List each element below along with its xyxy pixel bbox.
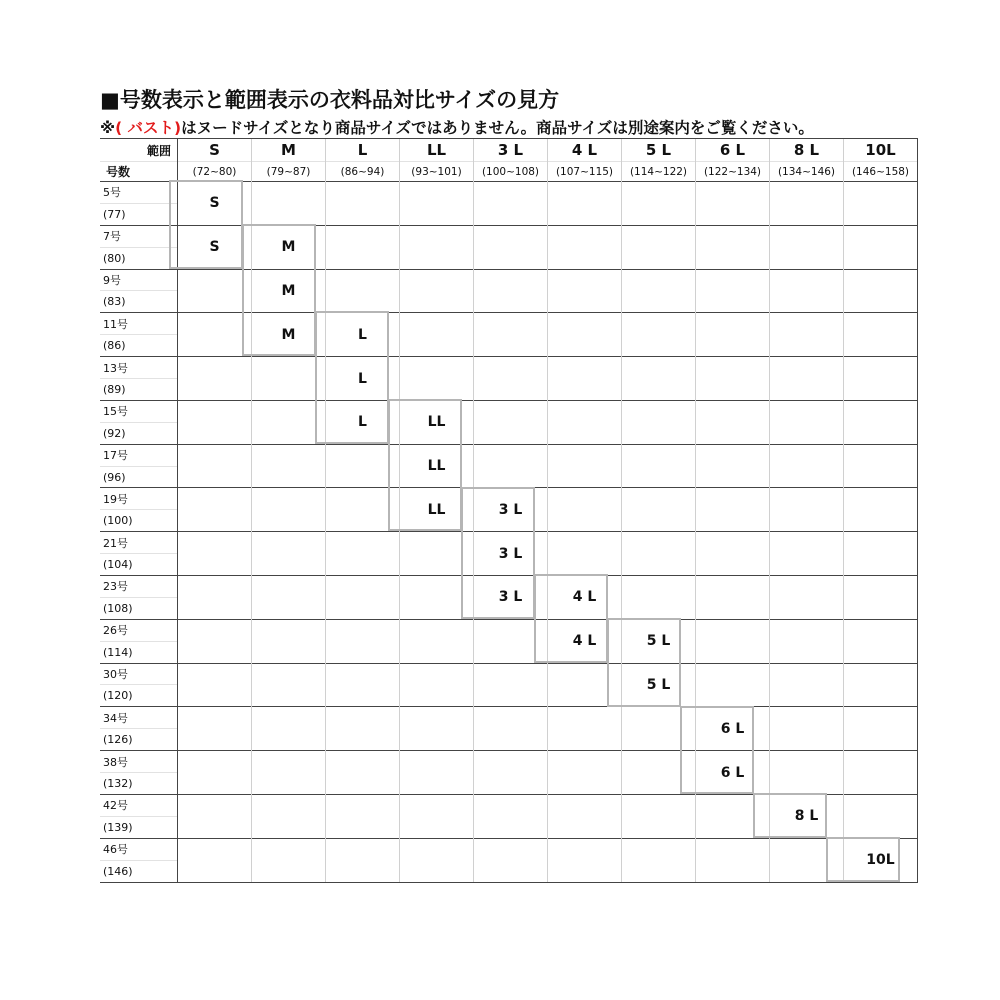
empty-cell — [844, 400, 918, 444]
empty-cell — [548, 532, 622, 576]
column-size-label: L — [326, 139, 400, 162]
empty-cell — [252, 707, 326, 751]
empty-cell — [622, 488, 696, 532]
empty-cell — [252, 400, 326, 444]
size-cell: L — [326, 313, 400, 357]
row-number-label: 21号 — [100, 532, 178, 554]
empty-cell — [622, 357, 696, 401]
size-cell: L — [326, 357, 400, 401]
empty-cell — [326, 707, 400, 751]
empty-cell — [474, 444, 548, 488]
empty-cell — [474, 269, 548, 313]
empty-cell — [622, 225, 696, 269]
empty-cell — [178, 444, 252, 488]
size-cell: 4 L — [548, 619, 622, 663]
bust-note — [100, 116, 814, 138]
empty-cell — [696, 838, 770, 882]
empty-cell — [474, 751, 548, 795]
empty-cell — [696, 225, 770, 269]
row-number-label: 11号 — [100, 313, 178, 335]
row-bust-label: (132) — [100, 773, 178, 795]
empty-cell — [474, 663, 548, 707]
size-cell: 4 L — [548, 576, 622, 620]
empty-cell — [400, 838, 474, 882]
column-range-label: (122~134) — [696, 162, 770, 182]
empty-cell — [844, 576, 918, 620]
table-row — [100, 444, 918, 466]
empty-cell — [770, 313, 844, 357]
row-bust-label: (92) — [100, 422, 178, 444]
note-prefix: ※ — [100, 119, 116, 137]
empty-cell — [400, 225, 474, 269]
table-row — [100, 707, 918, 729]
row-bust-label: (100) — [100, 510, 178, 532]
size-cell: LL — [400, 444, 474, 488]
empty-cell — [622, 707, 696, 751]
row-bust-label: (126) — [100, 729, 178, 751]
empty-cell — [844, 269, 918, 313]
empty-cell — [548, 225, 622, 269]
table-row — [100, 357, 918, 379]
size-cell: 8 L — [770, 794, 844, 838]
empty-cell — [548, 400, 622, 444]
empty-cell — [622, 444, 696, 488]
column-range-label: (79~87) — [252, 162, 326, 182]
row-number-label: 17号 — [100, 444, 178, 466]
size-cell: M — [252, 269, 326, 313]
empty-cell — [844, 619, 918, 663]
empty-cell — [696, 663, 770, 707]
column-size-label: 5 L — [622, 139, 696, 162]
empty-cell — [474, 619, 548, 663]
row-bust-label: (86) — [100, 335, 178, 357]
empty-cell — [400, 751, 474, 795]
empty-cell — [400, 576, 474, 620]
empty-cell — [548, 269, 622, 313]
note-bust-label: ( バスト) — [115, 119, 182, 137]
size-cell: S — [178, 182, 252, 226]
empty-cell — [400, 182, 474, 226]
size-cell: S — [178, 225, 252, 269]
empty-cell — [622, 400, 696, 444]
size-cell: 3 L — [474, 576, 548, 620]
row-number-label: 7号 — [100, 225, 178, 247]
empty-cell — [770, 619, 844, 663]
empty-cell — [474, 313, 548, 357]
empty-cell — [696, 313, 770, 357]
empty-cell — [326, 619, 400, 663]
row-bust-label: (146) — [100, 860, 178, 882]
empty-cell — [326, 663, 400, 707]
size-cell: 5 L — [622, 619, 696, 663]
empty-cell — [178, 400, 252, 444]
empty-cell — [770, 182, 844, 226]
table-row — [100, 576, 918, 598]
empty-cell — [844, 794, 918, 838]
empty-cell — [400, 794, 474, 838]
empty-cell — [252, 576, 326, 620]
empty-cell — [622, 751, 696, 795]
table-row — [100, 488, 918, 510]
table-row — [100, 182, 918, 204]
empty-cell — [474, 357, 548, 401]
size-cell: 3 L — [474, 488, 548, 532]
empty-cell — [622, 794, 696, 838]
empty-cell — [178, 313, 252, 357]
row-number-label: 15号 — [100, 400, 178, 422]
empty-cell — [178, 619, 252, 663]
corner-number-label: 号数 — [100, 162, 178, 182]
empty-cell — [400, 357, 474, 401]
empty-cell — [326, 444, 400, 488]
row-bust-label: (104) — [100, 554, 178, 576]
empty-cell — [696, 488, 770, 532]
size-cell: L — [326, 400, 400, 444]
empty-cell — [696, 794, 770, 838]
column-range-label: (72~80) — [178, 162, 252, 182]
page-title: ■号数表示と範囲表示の衣料品対比サイズの見方 — [100, 88, 560, 112]
empty-cell — [326, 794, 400, 838]
empty-cell — [696, 619, 770, 663]
empty-cell — [548, 838, 622, 882]
empty-cell — [252, 357, 326, 401]
empty-cell — [696, 357, 770, 401]
empty-cell — [548, 182, 622, 226]
empty-cell — [622, 532, 696, 576]
row-bust-label: (89) — [100, 379, 178, 401]
row-bust-label: (80) — [100, 247, 178, 269]
empty-cell — [178, 663, 252, 707]
row-number-label: 9号 — [100, 269, 178, 291]
empty-cell — [400, 663, 474, 707]
empty-cell — [548, 357, 622, 401]
row-number-label: 5号 — [100, 182, 178, 204]
row-number-label: 23号 — [100, 576, 178, 598]
empty-cell — [844, 444, 918, 488]
empty-cell — [844, 488, 918, 532]
empty-cell — [178, 838, 252, 882]
empty-cell — [252, 663, 326, 707]
empty-cell — [770, 225, 844, 269]
column-size-label: LL — [400, 139, 474, 162]
empty-cell — [326, 269, 400, 313]
size-cell: 5 L — [622, 663, 696, 707]
empty-cell — [770, 400, 844, 444]
empty-cell — [770, 488, 844, 532]
table-row — [100, 400, 918, 422]
size-conversion-table — [100, 138, 918, 883]
empty-cell — [770, 751, 844, 795]
table-row — [100, 838, 918, 860]
empty-cell — [326, 751, 400, 795]
empty-cell — [400, 619, 474, 663]
column-range-label: (134~146) — [770, 162, 844, 182]
table-row — [100, 663, 918, 685]
column-size-label: 6 L — [696, 139, 770, 162]
empty-cell — [770, 532, 844, 576]
empty-cell — [622, 576, 696, 620]
row-number-label: 30号 — [100, 663, 178, 685]
empty-cell — [178, 576, 252, 620]
empty-cell — [178, 707, 252, 751]
row-bust-label: (96) — [100, 466, 178, 488]
empty-cell — [696, 182, 770, 226]
empty-cell — [844, 225, 918, 269]
column-range-label: (93~101) — [400, 162, 474, 182]
empty-cell — [548, 488, 622, 532]
empty-cell — [622, 838, 696, 882]
empty-cell — [252, 794, 326, 838]
empty-cell — [252, 619, 326, 663]
empty-cell — [696, 400, 770, 444]
empty-cell — [400, 269, 474, 313]
empty-cell — [548, 444, 622, 488]
row-number-label: 19号 — [100, 488, 178, 510]
empty-cell — [178, 532, 252, 576]
empty-cell — [178, 488, 252, 532]
header-size-row — [100, 139, 918, 162]
empty-cell — [474, 182, 548, 226]
empty-cell — [696, 576, 770, 620]
column-range-label: (100~108) — [474, 162, 548, 182]
column-range-label: (146~158) — [844, 162, 918, 182]
empty-cell — [696, 269, 770, 313]
column-size-label: S — [178, 139, 252, 162]
empty-cell — [400, 707, 474, 751]
row-number-label: 26号 — [100, 619, 178, 641]
empty-cell — [400, 313, 474, 357]
header-range-row — [100, 162, 918, 182]
empty-cell — [474, 225, 548, 269]
empty-cell — [622, 269, 696, 313]
empty-cell — [326, 532, 400, 576]
size-cell: 6 L — [696, 707, 770, 751]
empty-cell — [178, 794, 252, 838]
table-row — [100, 751, 918, 773]
row-number-label: 42号 — [100, 794, 178, 816]
row-number-label: 38号 — [100, 751, 178, 773]
empty-cell — [252, 532, 326, 576]
table-row — [100, 794, 918, 816]
size-cell: LL — [400, 400, 474, 444]
empty-cell — [474, 838, 548, 882]
empty-cell — [844, 707, 918, 751]
corner-range-label: 範囲 — [100, 139, 178, 162]
empty-cell — [844, 357, 918, 401]
row-number-label: 13号 — [100, 357, 178, 379]
empty-cell — [326, 838, 400, 882]
row-number-label: 34号 — [100, 707, 178, 729]
empty-cell — [326, 182, 400, 226]
empty-cell — [844, 313, 918, 357]
size-cell: 6 L — [696, 751, 770, 795]
row-bust-label: (120) — [100, 685, 178, 707]
row-number-label: 46号 — [100, 838, 178, 860]
table-row — [100, 269, 918, 291]
empty-cell — [326, 488, 400, 532]
empty-cell — [548, 707, 622, 751]
column-range-label: (114~122) — [622, 162, 696, 182]
empty-cell — [770, 838, 844, 882]
empty-cell — [770, 357, 844, 401]
empty-cell — [696, 532, 770, 576]
column-range-label: (107~115) — [548, 162, 622, 182]
empty-cell — [548, 751, 622, 795]
empty-cell — [548, 794, 622, 838]
empty-cell — [622, 313, 696, 357]
empty-cell — [770, 576, 844, 620]
column-size-label: 10L — [844, 139, 918, 162]
row-bust-label: (114) — [100, 641, 178, 663]
empty-cell — [696, 444, 770, 488]
empty-cell — [474, 794, 548, 838]
column-size-label: 3 L — [474, 139, 548, 162]
row-bust-label: (108) — [100, 597, 178, 619]
empty-cell — [252, 444, 326, 488]
size-cell: M — [252, 313, 326, 357]
empty-cell — [252, 751, 326, 795]
column-range-label: (86~94) — [326, 162, 400, 182]
empty-cell — [548, 313, 622, 357]
empty-cell — [770, 444, 844, 488]
empty-cell — [474, 707, 548, 751]
empty-cell — [770, 707, 844, 751]
size-cell: M — [252, 225, 326, 269]
size-cell: 10L — [844, 838, 918, 882]
note-text: はヌードサイズとなり商品サイズではありません。商品サイズは別途案内をご覧ください。 — [181, 119, 814, 137]
table-row — [100, 532, 918, 554]
empty-cell — [844, 532, 918, 576]
empty-cell — [622, 182, 696, 226]
empty-cell — [844, 182, 918, 226]
table-row — [100, 313, 918, 335]
empty-cell — [178, 357, 252, 401]
empty-cell — [326, 576, 400, 620]
column-size-label: 4 L — [548, 139, 622, 162]
table-row — [100, 225, 918, 247]
size-cell: LL — [400, 488, 474, 532]
empty-cell — [844, 751, 918, 795]
empty-cell — [844, 663, 918, 707]
empty-cell — [474, 400, 548, 444]
row-bust-label: (83) — [100, 291, 178, 313]
empty-cell — [770, 663, 844, 707]
empty-cell — [252, 838, 326, 882]
empty-cell — [770, 269, 844, 313]
empty-cell — [178, 269, 252, 313]
empty-cell — [400, 532, 474, 576]
empty-cell — [326, 225, 400, 269]
empty-cell — [252, 182, 326, 226]
column-size-label: 8 L — [770, 139, 844, 162]
size-cell: 3 L — [474, 532, 548, 576]
empty-cell — [252, 488, 326, 532]
empty-cell — [178, 751, 252, 795]
empty-cell — [548, 663, 622, 707]
column-size-label: M — [252, 139, 326, 162]
row-bust-label: (77) — [100, 203, 178, 225]
table-row — [100, 619, 918, 641]
row-bust-label: (139) — [100, 816, 178, 838]
